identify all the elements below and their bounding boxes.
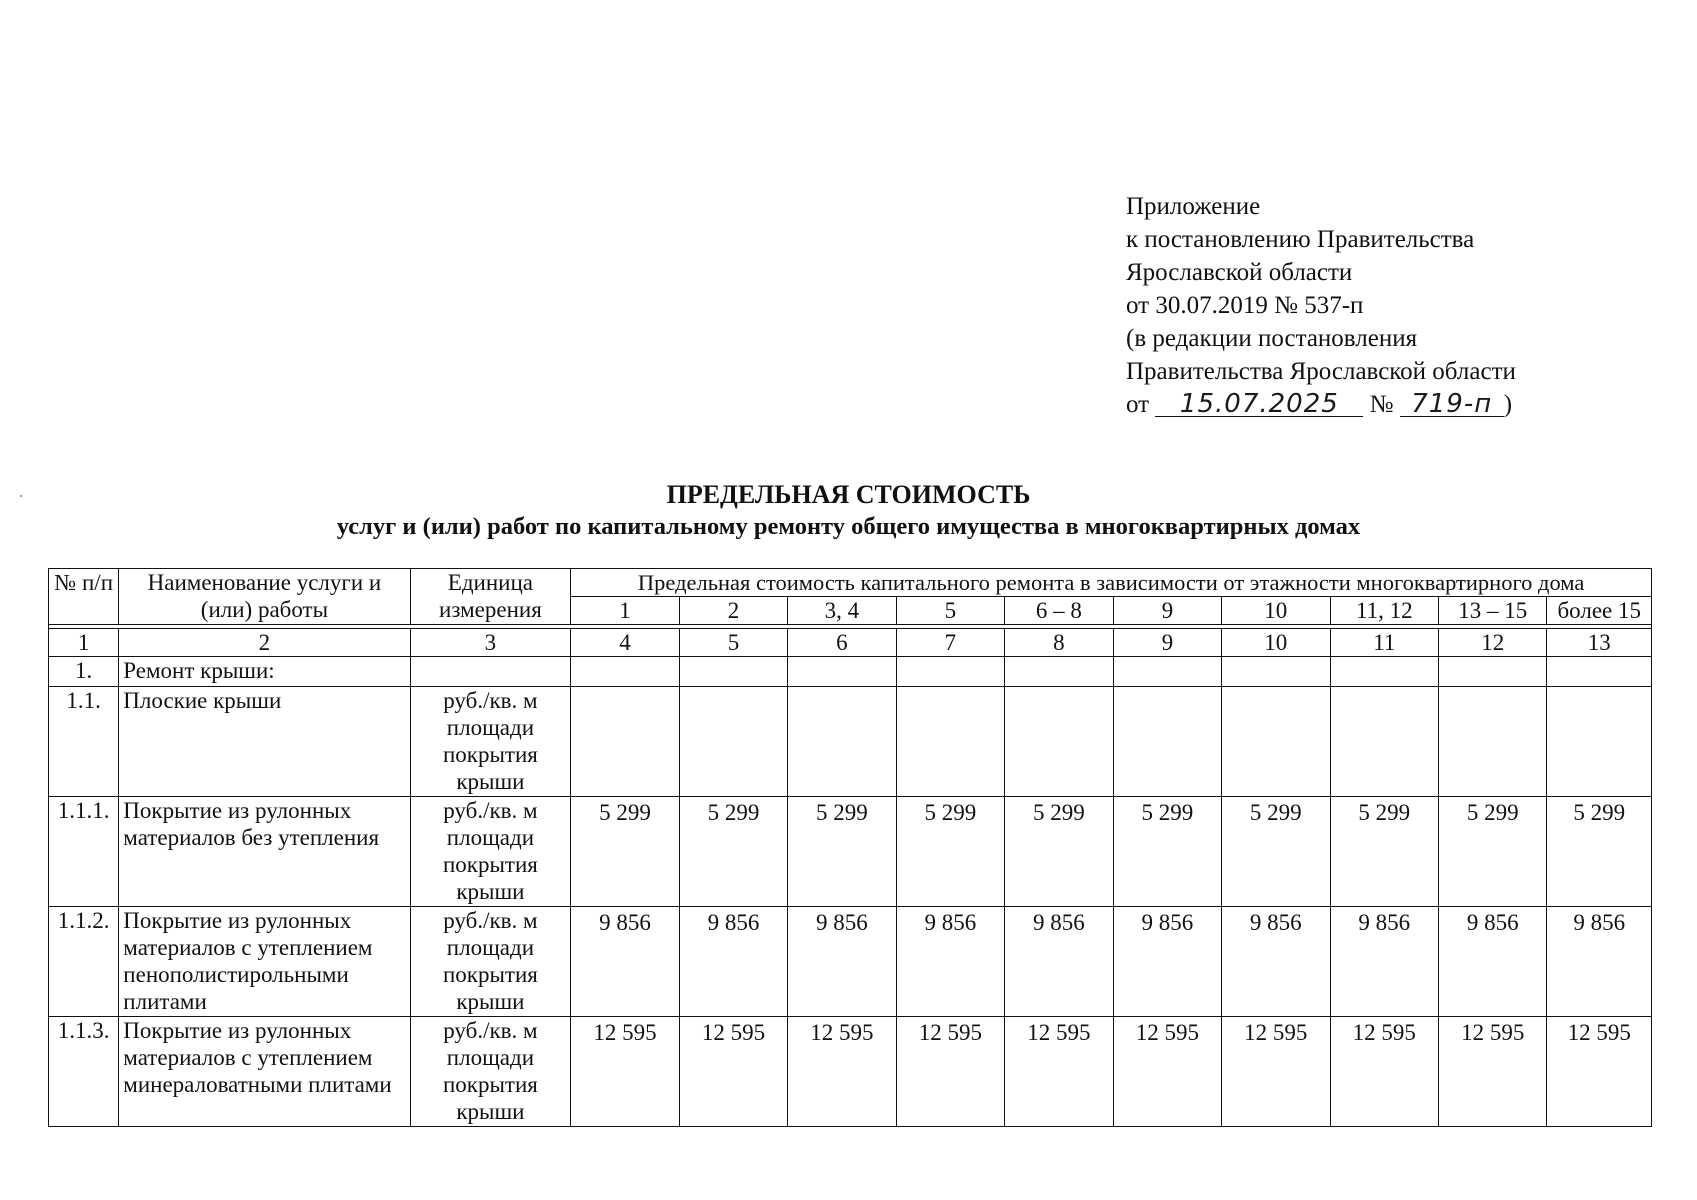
price-table <box>48 568 1652 1127</box>
price-cell: 12 595 <box>896 1017 1004 1127</box>
price-cell <box>788 687 896 797</box>
price-cell <box>1439 687 1547 797</box>
column-number: 1 <box>49 629 119 657</box>
row-name: Покрытие из рулонных материалов без утепления <box>119 797 410 907</box>
price-cell: 12 595 <box>1113 1017 1221 1127</box>
price-cell: 12 595 <box>1439 1017 1547 1127</box>
appendix-block <box>1126 190 1516 421</box>
price-cell: 9 856 <box>571 907 679 1017</box>
row-unit: руб./кв. м площади покрытия крыши <box>410 907 571 1017</box>
header-num: № п/п <box>49 569 119 625</box>
header-row <box>49 569 1652 597</box>
floor-header: более 15 <box>1547 597 1652 625</box>
price-cell <box>571 687 679 797</box>
header-group: Предельная стоимость капитального ремонта в зависимости от этажности многоквартирного дома <box>571 569 1652 597</box>
price-cell: 9 856 <box>896 907 1004 1017</box>
price-cell <box>1439 657 1547 687</box>
floor-header: 5 <box>896 597 1004 625</box>
price-cell <box>1222 657 1330 687</box>
price-cell: 9 856 <box>1005 907 1113 1017</box>
column-number-row <box>49 629 1652 657</box>
column-number: 2 <box>119 629 410 657</box>
table-row <box>49 907 1652 1017</box>
row-name: Ремонт крыши: <box>119 657 410 687</box>
price-cell: 9 856 <box>1439 907 1547 1017</box>
price-cell: 5 299 <box>1005 797 1113 907</box>
price-cell: 12 595 <box>571 1017 679 1127</box>
price-cell: 5 299 <box>1439 797 1547 907</box>
price-cell <box>896 687 1004 797</box>
price-cell: 9 856 <box>788 907 896 1017</box>
column-number: 3 <box>410 629 571 657</box>
row-unit: руб./кв. м площади покрытия крыши <box>410 687 571 797</box>
floor-header: 13 – 15 <box>1439 597 1547 625</box>
column-number: 7 <box>896 629 1004 657</box>
price-cell: 9 856 <box>1547 907 1652 1017</box>
price-cell: 12 595 <box>1330 1017 1438 1127</box>
price-cell: 5 299 <box>1113 797 1221 907</box>
column-number: 13 <box>1547 629 1652 657</box>
price-cell <box>1005 687 1113 797</box>
column-number: 11 <box>1330 629 1438 657</box>
price-cell: 9 856 <box>679 907 787 1017</box>
price-cell: 5 299 <box>1222 797 1330 907</box>
date-prefix: от <box>1126 391 1150 418</box>
column-number: 10 <box>1222 629 1330 657</box>
floor-header: 3, 4 <box>788 597 896 625</box>
price-cell <box>788 657 896 687</box>
column-number: 9 <box>1113 629 1221 657</box>
price-cell: 12 595 <box>788 1017 896 1127</box>
floor-header: 11, 12 <box>1330 597 1438 625</box>
table-row <box>49 1017 1652 1127</box>
price-cell <box>1330 657 1438 687</box>
document-subtitle: услуг и (или) работ по капитальному ремонту общего имущества в многоквартирных домах <box>336 513 1361 540</box>
row-unit: руб./кв. м площади покрытия крыши <box>410 1017 571 1127</box>
table-row <box>49 657 1652 687</box>
price-cell: 5 299 <box>1330 797 1438 907</box>
floor-header: 9 <box>1113 597 1221 625</box>
appendix-date-line <box>1126 388 1516 421</box>
floor-header: 2 <box>679 597 787 625</box>
price-cell: 5 299 <box>896 797 1004 907</box>
price-cell <box>896 657 1004 687</box>
column-number: 5 <box>679 629 787 657</box>
price-cell: 12 595 <box>1222 1017 1330 1127</box>
column-number: 6 <box>788 629 896 657</box>
appendix-line: Ярославской области <box>1126 259 1353 286</box>
price-cell <box>679 657 787 687</box>
table-row <box>49 797 1652 907</box>
price-cell <box>1547 687 1652 797</box>
price-cell: 5 299 <box>1547 797 1652 907</box>
document-title: ПРЕДЕЛЬНАЯ СТОИМОСТЬ <box>666 480 1031 509</box>
closing-paren: ) <box>1503 391 1513 418</box>
price-cell <box>1113 687 1221 797</box>
appendix-line: Правительства Ярославской области <box>1126 358 1516 385</box>
floor-header: 10 <box>1222 597 1330 625</box>
header-name: Наименование услуги и (или) работы <box>119 569 410 625</box>
handwritten-number: 719-п <box>1400 392 1504 417</box>
number-sign: № <box>1369 391 1394 418</box>
floor-header: 6 – 8 <box>1005 597 1113 625</box>
price-cell: 9 856 <box>1113 907 1221 1017</box>
floor-header: 1 <box>571 597 679 625</box>
row-num: 1.1. <box>49 687 119 797</box>
price-cell <box>1547 657 1652 687</box>
price-cell: 12 595 <box>1547 1017 1652 1127</box>
price-cell <box>1330 687 1438 797</box>
row-num: 1.1.2. <box>49 907 119 1017</box>
column-number: 12 <box>1439 629 1547 657</box>
row-name: Покрытие из рулонных материалов с утеплением минераловатными плитами <box>119 1017 410 1127</box>
column-number: 4 <box>571 629 679 657</box>
price-cell <box>1005 657 1113 687</box>
column-number: 8 <box>1005 629 1113 657</box>
price-cell <box>1113 657 1221 687</box>
price-cell: 9 856 <box>1330 907 1438 1017</box>
row-name: Плоские крыши <box>119 687 410 797</box>
price-cell <box>679 687 787 797</box>
price-cell: 9 856 <box>1222 907 1330 1017</box>
appendix-line: (в редакции постановления <box>1126 325 1418 352</box>
price-cell: 5 299 <box>571 797 679 907</box>
appendix-line: от 30.07.2019 № 537-п <box>1126 292 1364 319</box>
row-name: Покрытие из рулонных материалов с утеплением пенополистирольными плитами <box>119 907 410 1017</box>
header-unit: Единица измерения <box>410 569 571 625</box>
price-cell <box>571 657 679 687</box>
appendix-line: к постановлению Правительства <box>1126 226 1475 253</box>
price-cell: 5 299 <box>679 797 787 907</box>
price-cell: 5 299 <box>788 797 896 907</box>
row-num: 1. <box>49 657 119 687</box>
table-row <box>49 687 1652 797</box>
handwritten-date: 15.07.2025 <box>1155 392 1363 417</box>
row-num: 1.1.3. <box>49 1017 119 1127</box>
price-cell: 12 595 <box>1005 1017 1113 1127</box>
row-unit <box>410 657 571 687</box>
row-num: 1.1.1. <box>49 797 119 907</box>
appendix-line: Приложение <box>1126 193 1261 220</box>
price-cell: 12 595 <box>679 1017 787 1127</box>
price-cell <box>1222 687 1330 797</box>
row-unit: руб./кв. м площади покрытия крыши <box>410 797 571 907</box>
